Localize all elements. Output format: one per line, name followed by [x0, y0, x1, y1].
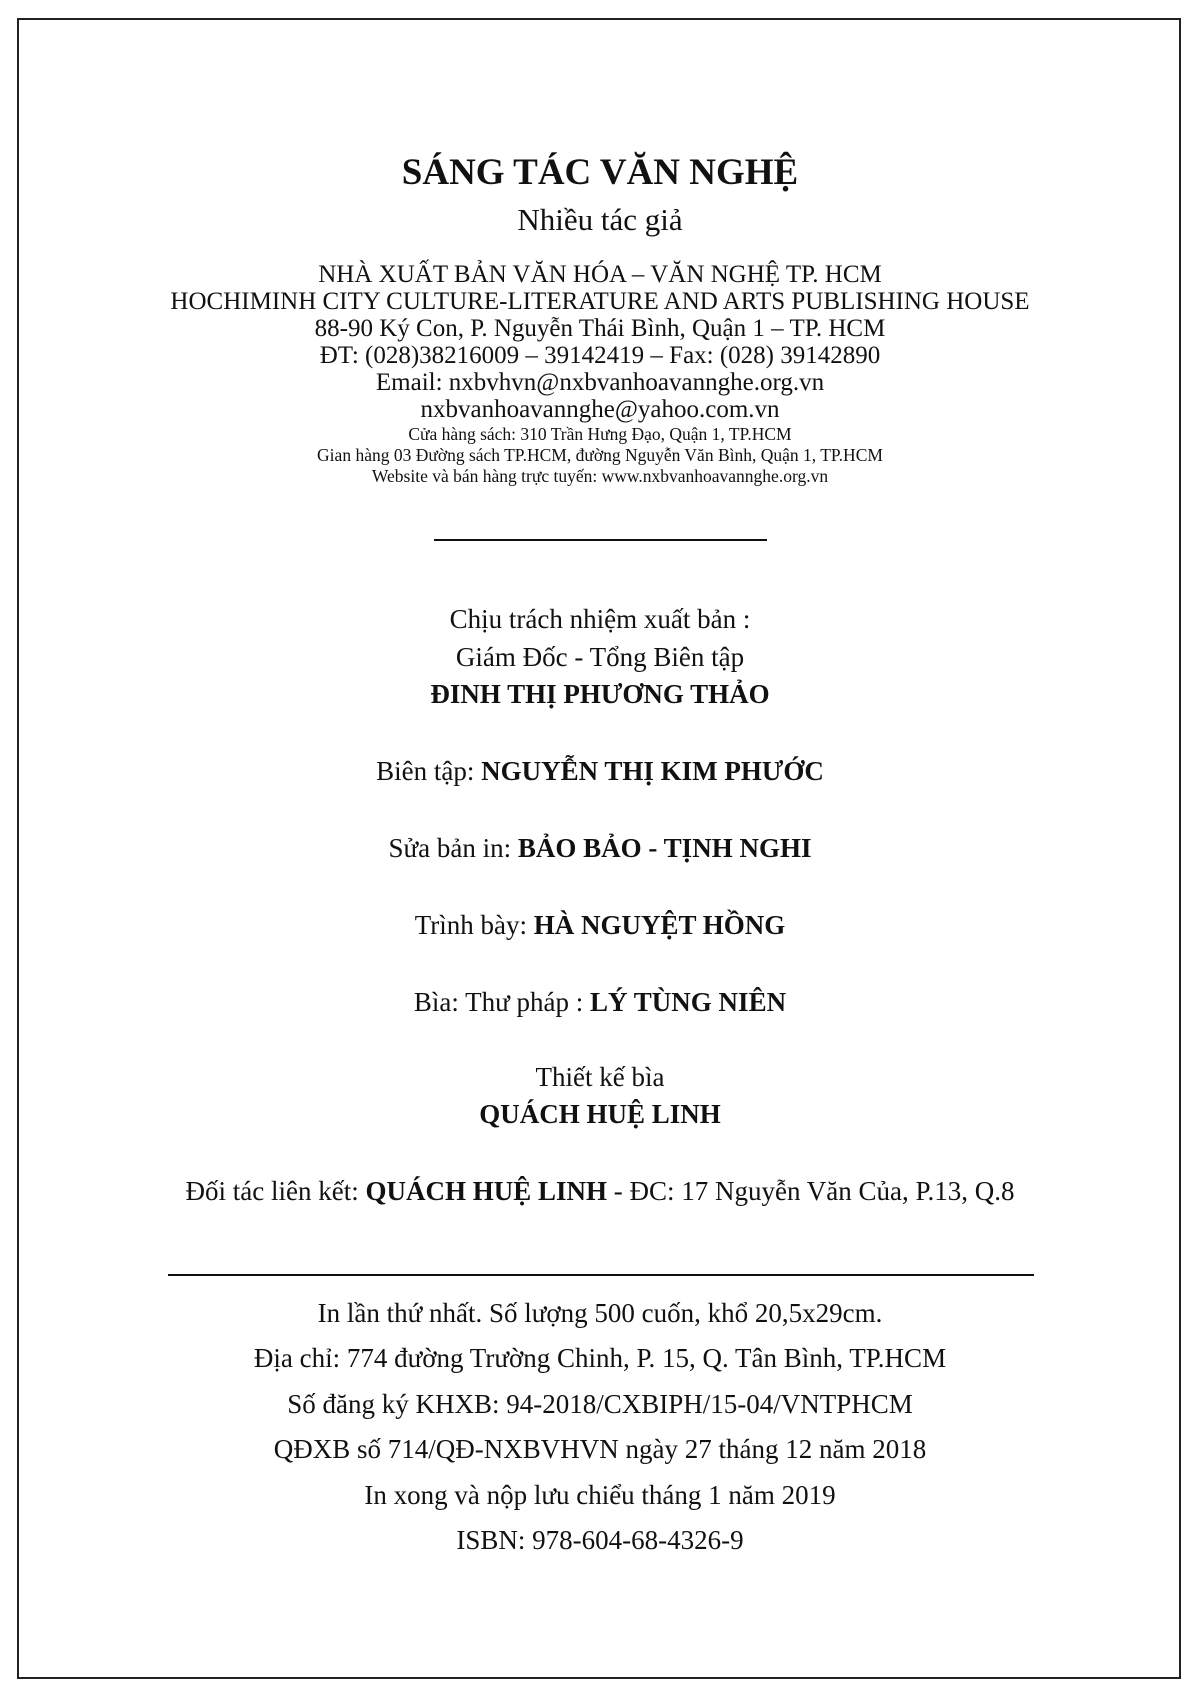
isbn: ISBN: 978-604-68-4326-9 — [456, 1525, 744, 1555]
editor-name: NGUYỄN THỊ KIM PHƯỚC — [481, 756, 824, 786]
book-title: SÁNG TÁC VĂN NGHỆ — [401, 152, 799, 193]
proof-label: Sửa bản in: — [388, 833, 518, 863]
proof-name: BẢO BẢO - TỊNH NGHI — [517, 833, 812, 863]
partner-credit — [0, 1178, 1200, 1205]
publisher-email-2: nxbvanhoavannghe@yahoo.com.vn — [420, 396, 780, 423]
publisher-website: Website và bán hàng trực tuyến: www.nxbvanhoavannghe.org.vn — [371, 466, 829, 486]
layout-credit — [0, 912, 1200, 939]
publisher-name-en: HOCHIMINH CITY CULTURE-LITERATURE AND ARTS PUBLISHING HOUSE — [170, 288, 1030, 315]
print-address: Địa chỉ: 774 đường Trường Chinh, P. 15, Q. Tân Bình, TP.HCM — [253, 1343, 947, 1373]
publisher-store-1: Cửa hàng sách: 310 Trần Hưng Đạo, Quận 1, TP.HCM — [408, 424, 792, 444]
section-divider-short — [434, 539, 767, 541]
editor-label: Biên tập: — [376, 756, 482, 786]
publisher-phone: ĐT: (028)38216009 – 39142419 – Fax: (028) 39142890 — [319, 342, 881, 369]
layout-name: HÀ NGUYỆT HỒNG — [533, 910, 786, 940]
proofreader-credit — [0, 835, 1200, 862]
book-author: Nhiều tác giả — [517, 202, 683, 237]
responsible-label: Chịu trách nhiệm xuất bản : — [449, 604, 751, 634]
cover-calligraphy-credit — [0, 989, 1200, 1016]
editor-credit — [0, 758, 1200, 785]
partner-label: Đối tác liên kết: — [185, 1176, 366, 1206]
publisher-name-vi: NHÀ XUẤT BẢN VĂN HÓA – VĂN NGHỆ TP. HCM — [318, 261, 882, 288]
layout-label: Trình bày: — [414, 910, 534, 940]
cover-calligraphy-label: Bìa: Thư pháp : — [413, 987, 591, 1017]
cover-design-name: QUÁCH HUỆ LINH — [479, 1099, 721, 1129]
publishing-decision: QĐXB số 714/QĐ-NXBVHVN ngày 27 tháng 12 năm 2018 — [273, 1434, 927, 1464]
cover-calligraphy-name: LÝ TÙNG NIÊN — [590, 987, 787, 1017]
responsible-name: ĐINH THỊ PHƯƠNG THẢO — [430, 679, 770, 709]
publisher-store-2: Gian hàng 03 Đường sách TP.HCM, đường Nguyễn Văn Bình, Quận 1, TP.HCM — [317, 445, 883, 465]
publisher-email-1: Email: nxbvhvn@nxbvanhoavannghe.org.vn — [375, 369, 825, 396]
partner-address: - ĐC: 17 Nguyễn Văn Của, P.13, Q.8 — [606, 1176, 1015, 1206]
publisher-address: 88-90 Ký Con, P. Nguyễn Thái Bình, Quận 1 – TP. HCM — [314, 315, 886, 342]
cover-design-label: Thiết kế bìa — [535, 1062, 665, 1092]
section-divider-long — [168, 1274, 1034, 1276]
partner-name: QUÁCH HUỆ LINH — [365, 1176, 607, 1206]
legal-deposit: In xong và nộp lưu chiểu tháng 1 năm 2019 — [364, 1480, 836, 1510]
responsible-role: Giám Đốc - Tổng Biên tập — [455, 642, 745, 672]
registration-number: Số đăng ký KHXB: 94-2018/CXBIPH/15-04/VNTPHCM — [287, 1389, 913, 1419]
print-edition: In lần thứ nhất. Số lượng 500 cuốn, khổ 20,5x29cm. — [317, 1298, 883, 1328]
